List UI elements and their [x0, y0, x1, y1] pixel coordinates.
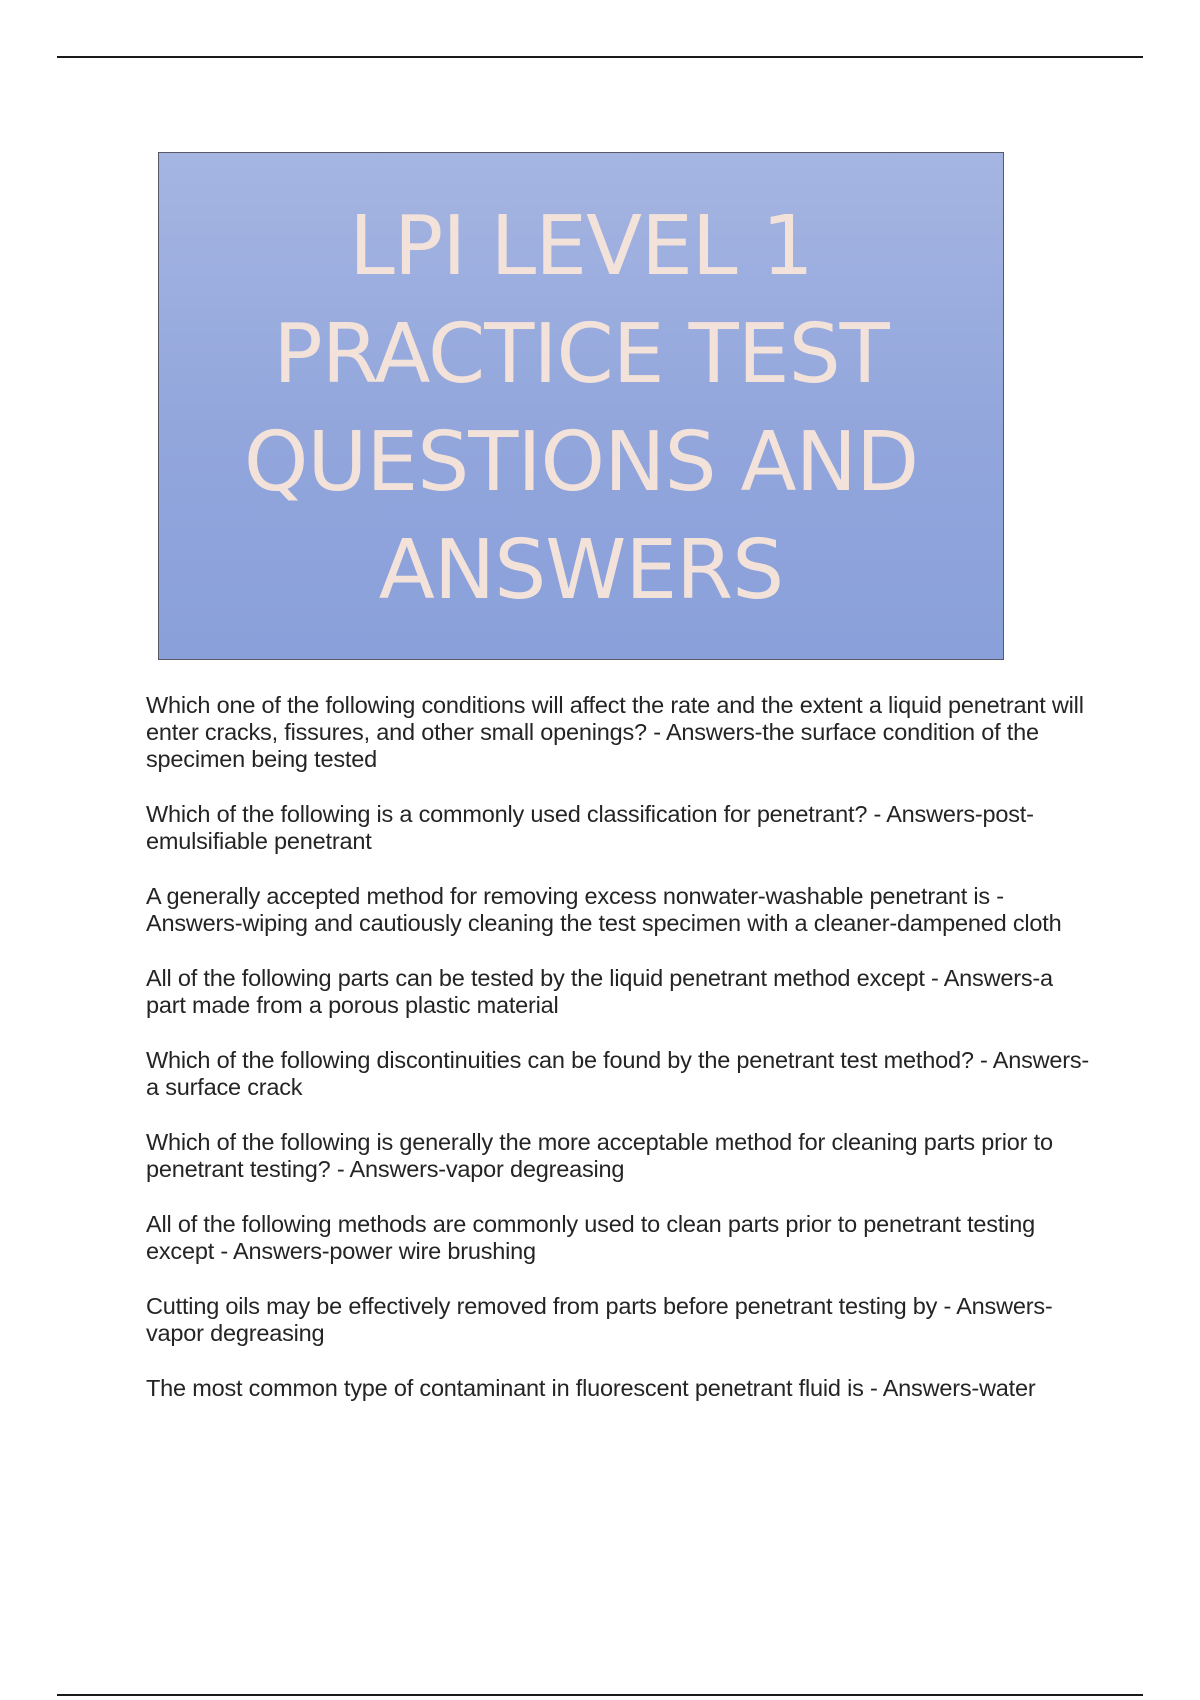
qa-separator: - — [937, 1293, 957, 1319]
question-answer-list — [146, 692, 1096, 1430]
qa-separator: - — [330, 1156, 350, 1182]
question-text: Cutting oils may be effectively removed from parts before penetrant testing by — [146, 1293, 938, 1319]
cover-title-line: PRACTICE TEST — [273, 307, 889, 402]
question-text: Which of the following is a commonly used classification for penetrant? — [146, 801, 868, 827]
footer-rule — [57, 1694, 1143, 1696]
qa-item — [146, 1211, 1096, 1265]
question-text: Which of the following discontinuities can be found by the penetrant test method? — [146, 1047, 974, 1073]
answer-text: Answers-wiping and cautiously cleaning the test specimen with a cleaner-dampened cloth — [146, 910, 1062, 936]
qa-item — [146, 1129, 1096, 1183]
cover-title-line: LPI LEVEL 1 — [349, 199, 813, 294]
qa-separator: - — [989, 883, 1004, 909]
answer-text: Answers-a surface crack — [146, 1047, 1090, 1100]
qa-item — [146, 965, 1096, 1019]
qa-item — [146, 692, 1096, 773]
question-text: The most common type of contaminant in fluorescent penetrant fluid is — [146, 1375, 864, 1401]
answer-text: Answers-vapor degreasing — [349, 1156, 625, 1182]
cover-banner — [158, 152, 1004, 660]
answer-text: Answers-post-emulsifiable penetrant — [146, 801, 1034, 854]
answer-text: Answers-vapor degreasing — [146, 1293, 1053, 1346]
question-text: All of the following methods are commonly used to clean parts prior to penetrant testing except — [146, 1211, 1035, 1264]
qa-item — [146, 883, 1096, 937]
qa-item — [146, 1047, 1096, 1101]
qa-separator: - — [646, 719, 666, 745]
question-text: All of the following parts can be tested by the liquid penetrant method except — [146, 965, 925, 991]
cover-title-line: QUESTIONS AND — [243, 415, 919, 510]
cover-title — [159, 187, 1003, 625]
question-text: Which one of the following conditions will affect the rate and the extent a liquid penetrant will enter cracks, fissures, and other small openings? — [146, 692, 1084, 745]
answer-text: Answers-the surface condition of the specimen being tested — [146, 719, 1039, 772]
qa-separator: - — [924, 965, 944, 991]
answer-text: Answers-a part made from a porous plastic material — [146, 965, 1053, 1018]
answer-text: Answers-power wire brushing — [233, 1238, 536, 1264]
answer-text: Answers-water — [882, 1375, 1036, 1401]
qa-separator: - — [863, 1375, 883, 1401]
qa-separator: - — [867, 801, 887, 827]
qa-separator: - — [214, 1238, 234, 1264]
qa-item — [146, 1375, 1096, 1402]
qa-item — [146, 801, 1096, 855]
qa-item — [146, 1293, 1096, 1347]
cover-title-line: ANSWERS — [378, 523, 784, 618]
qa-separator: - — [973, 1047, 993, 1073]
question-text: Which of the following is generally the more acceptable method for cleaning parts prior to penetrant testing? — [146, 1129, 1053, 1182]
question-text: A generally accepted method for removing excess nonwater-washable penetrant is — [146, 883, 990, 909]
header-rule — [57, 56, 1143, 58]
